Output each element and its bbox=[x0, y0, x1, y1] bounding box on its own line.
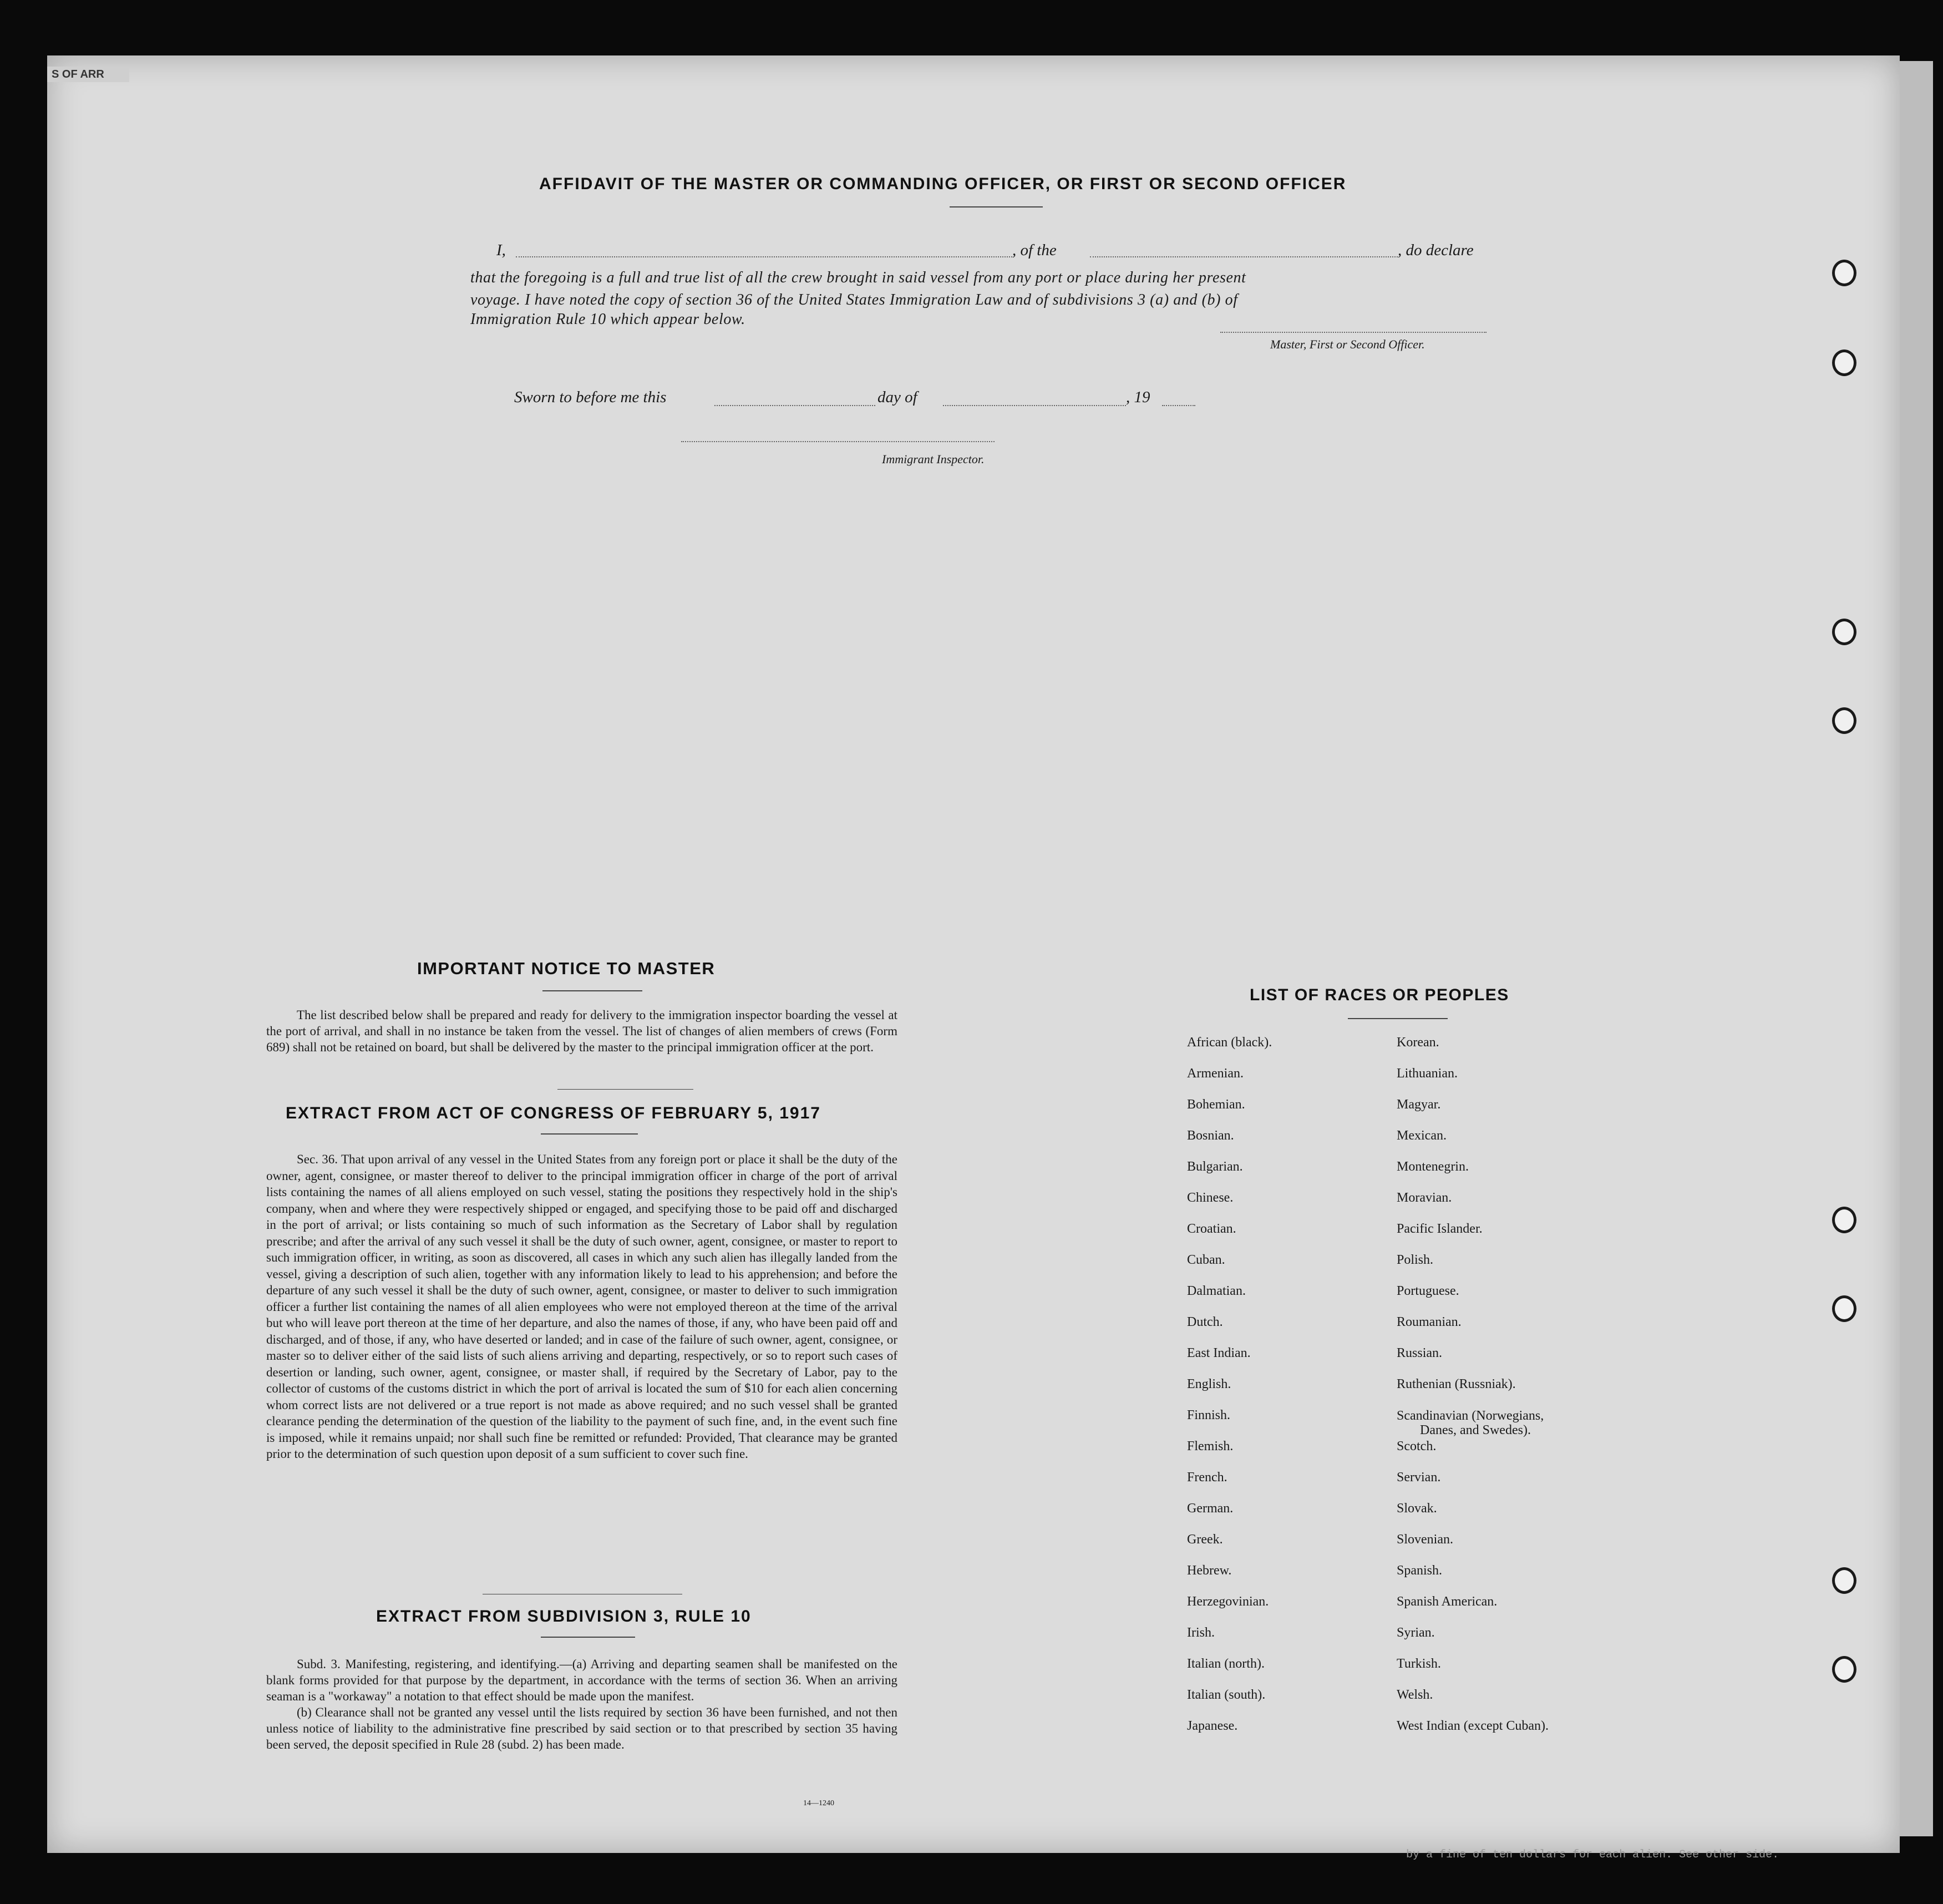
act-rule bbox=[541, 1133, 638, 1135]
race-item: Roumanian. bbox=[1397, 1315, 1462, 1329]
day-of-text: day of bbox=[877, 388, 917, 406]
rule-text bbox=[266, 1656, 897, 1753]
affidavit-i: I, bbox=[496, 241, 506, 259]
race-item: Dalmatian. bbox=[1187, 1284, 1246, 1298]
race-item: Montenegrin. bbox=[1397, 1159, 1469, 1174]
day-blank[interactable] bbox=[714, 405, 875, 406]
index-tab: S OF ARR bbox=[47, 67, 129, 82]
race-item: African (black). bbox=[1187, 1035, 1272, 1050]
notice-paragraph: The list described below shall be prepared and ready for delivery to the immigration inspector boarding the vessel at the port of arrival, and shall in no instance be taken from the vessel. The list of changes of alien members of crews (Form 689) shall not be retained on board, but shall be delivered by the master to the principal immigration officer at the port. bbox=[266, 1008, 897, 1054]
punch-hole bbox=[1832, 619, 1856, 645]
races-right-column bbox=[1397, 1035, 1549, 1750]
race-item-group bbox=[1397, 1408, 1549, 1439]
race-item: Irish. bbox=[1187, 1626, 1215, 1640]
year-blank[interactable] bbox=[1162, 405, 1195, 406]
notice-rule bbox=[542, 990, 642, 991]
race-item: Pacific Islander. bbox=[1397, 1222, 1483, 1236]
month-blank[interactable] bbox=[943, 405, 1126, 406]
race-item: Portuguese. bbox=[1397, 1284, 1459, 1298]
inspector-label: Immigrant Inspector. bbox=[882, 452, 985, 466]
race-item: Dutch. bbox=[1187, 1315, 1223, 1329]
race-item: Turkish. bbox=[1397, 1657, 1441, 1671]
race-item: Italian (north). bbox=[1187, 1657, 1265, 1671]
rule-rule bbox=[541, 1637, 635, 1638]
inspector-signature-blank[interactable] bbox=[681, 441, 995, 442]
affidavit-title: AFFIDAVIT OF THE MASTER OR COMMANDING OFFICER, OR FIRST OR SECOND OFFICER bbox=[539, 175, 1347, 193]
race-item: Hebrew. bbox=[1187, 1563, 1232, 1578]
title-rule bbox=[950, 206, 1043, 207]
notice-end-rule bbox=[557, 1089, 693, 1090]
punch-hole bbox=[1832, 707, 1856, 734]
rule-title: EXTRACT FROM SUBDIVISION 3, RULE 10 bbox=[376, 1607, 752, 1626]
act-title: EXTRACT FROM ACT OF CONGRESS OF FEBRUARY 5, 1917 bbox=[286, 1104, 821, 1122]
race-item: Armenian. bbox=[1187, 1066, 1244, 1081]
form-number: 14—1240 bbox=[803, 1799, 834, 1807]
notice-text bbox=[266, 1007, 897, 1055]
race-item: Scotch. bbox=[1397, 1439, 1437, 1454]
document-page bbox=[47, 55, 1900, 1853]
punch-hole bbox=[1832, 1656, 1856, 1683]
race-item: Croatian. bbox=[1187, 1222, 1236, 1236]
rule-paragraph-a: Subd. 3. Manifesting, registering, and identifying.—(a) Arriving and departing seamen shall be manifested on the blank forms provided for that purpose by the department, in accordance with the terms of section 36. When an arriving seaman is a "workaway" a notation to that effect should be made upon the manifest. bbox=[266, 1657, 897, 1703]
signature-blank[interactable] bbox=[1220, 332, 1487, 333]
race-item: Moravian. bbox=[1397, 1191, 1452, 1205]
race-item: Servian. bbox=[1397, 1470, 1441, 1485]
act-paragraph: Sec. 36. That upon arrival of any vessel in the United States from any foreign port or place it shall be the duty of the owner, agent, consignee, or master thereof to deliver to the principal immigration officer in charge of the port of arrival lists containing the names of all aliens employed on such vessel, stating the positions they respectively hold in the ship's company, when and where they were respectively shipped or engaged, and specifying those to be paid off and discharged in the port of arrival; or lists containing so much of such information as the Secretary of Labor shall by regulation prescribe; and after the arrival of any such vessel it shall be the duty of such owner, agent, consignee, or master to report to such immigration officer, in writing, as soon as discovered, all cases in which any such alien has illegally landed from the vessel, giving a description of such alien, together with any information likely to lead to his apprehension; and before the departure of any such vessel it shall be the duty of such owner, agent, consignee, or master to deliver to such immigration officer a further list containing the names of all alien employees who were not employed thereon at the time of the arrival but who will leave port thereon at the time of her departure, and also the names of those, if any, who have been paid off and discharged, and of those, if any, who have deserted or landed; and in case of the failure of such owner, agent, consignee, or master so to deliver either of the said lists of such aliens arriving and departing, respectively, or so to report such cases of desertion or landing, such owner, agent, consignee, or master shall, if required by the Secretary of Labor, pay to the collector of customs of the customs district in which the port of arrival is located the sum of $10 for each alien concerning whom correct lists are not delivered or a true report is not made as above required; and no such vessel shall be granted clearance pending the determination of the question of the liability to the payment of such fine, and, in the event such fine is imposed, while it remains unpaid; nor shall such fine be remitted or refunded: Provided, That clearance may be granted prior to the determination of such question upon deposit of a sum sufficient to cover such fine. bbox=[266, 1152, 897, 1461]
race-item: Welsh. bbox=[1397, 1688, 1433, 1702]
race-item: West Indian (except Cuban). bbox=[1397, 1719, 1549, 1733]
race-item: Slovenian. bbox=[1397, 1532, 1453, 1547]
sworn-text: Sworn to before me this bbox=[514, 388, 667, 406]
punch-hole bbox=[1832, 1567, 1856, 1594]
race-item-continuation: Danes, and Swedes). bbox=[1420, 1423, 1531, 1437]
name-blank[interactable] bbox=[516, 256, 1012, 257]
race-item: Flemish. bbox=[1187, 1439, 1234, 1454]
race-item: Russian. bbox=[1397, 1346, 1443, 1360]
race-item: Syrian. bbox=[1397, 1626, 1435, 1640]
affidavit-line3: voyage. I have noted the copy of section 36 of the United States Immigration Law and of subdivisions 3 (a) and (b) of bbox=[470, 291, 1238, 308]
affidavit-declare: , do declare bbox=[1398, 241, 1474, 259]
race-item: Bulgarian. bbox=[1187, 1159, 1243, 1174]
race-item: Spanish American. bbox=[1397, 1594, 1498, 1609]
race-item: Mexican. bbox=[1397, 1128, 1447, 1143]
punch-hole bbox=[1832, 1207, 1856, 1233]
act-text bbox=[266, 1151, 897, 1462]
affidavit-of-the: , of the bbox=[1012, 241, 1057, 259]
bleed-through-text: by a fine of ten dollars for each alien. See other side. bbox=[1406, 1849, 1779, 1861]
race-item: Spanish. bbox=[1397, 1563, 1443, 1578]
race-item: Bohemian. bbox=[1187, 1097, 1245, 1112]
race-item: Korean. bbox=[1397, 1035, 1439, 1050]
rule-paragraph-b: (b) Clearance shall not be granted any vessel until the lists required by section 36 have been furnished, and not then unless notice of liability to the administrative fine prescribed by said section or to that prescribed by section 35 having been served, the deposit specified in Rule 28 (subd. 2) has been made. bbox=[266, 1705, 897, 1751]
race-item: Bosnian. bbox=[1187, 1128, 1234, 1143]
races-left-column bbox=[1187, 1035, 1272, 1750]
race-item: Lithuanian. bbox=[1397, 1066, 1458, 1081]
race-item: Finnish. bbox=[1187, 1408, 1231, 1422]
notice-title: IMPORTANT NOTICE TO MASTER bbox=[417, 959, 716, 978]
punch-hole bbox=[1832, 1295, 1856, 1322]
race-item: East Indian. bbox=[1187, 1346, 1251, 1360]
affidavit-line4: Immigration Rule 10 which appear below. bbox=[470, 311, 745, 328]
vessel-blank[interactable] bbox=[1090, 256, 1398, 257]
race-item: Polish. bbox=[1397, 1253, 1434, 1267]
race-item: Ruthenian (Russniak). bbox=[1397, 1377, 1516, 1391]
race-item: Italian (south). bbox=[1187, 1688, 1266, 1702]
signature-label: Master, First or Second Officer. bbox=[1270, 337, 1425, 351]
races-rule bbox=[1348, 1018, 1448, 1019]
race-item: English. bbox=[1187, 1377, 1231, 1391]
races-title: LIST OF RACES OR PEOPLES bbox=[1250, 986, 1509, 1004]
race-item: Chinese. bbox=[1187, 1191, 1234, 1205]
race-item: Greek. bbox=[1187, 1532, 1223, 1547]
race-item: Scandinavian (Norwegians, bbox=[1397, 1409, 1544, 1423]
race-item: German. bbox=[1187, 1501, 1234, 1516]
race-item: Slovak. bbox=[1397, 1501, 1437, 1516]
race-item: Japanese. bbox=[1187, 1719, 1238, 1733]
year-text: , 19 bbox=[1126, 388, 1150, 406]
race-item: Magyar. bbox=[1397, 1097, 1441, 1112]
race-item: Herzegovinian. bbox=[1187, 1594, 1269, 1609]
race-item: Cuban. bbox=[1187, 1253, 1225, 1267]
punch-hole bbox=[1832, 350, 1856, 376]
punch-hole bbox=[1832, 260, 1856, 286]
race-item: French. bbox=[1187, 1470, 1227, 1485]
affidavit-line2: that the foregoing is a full and true list of all the crew brought in said vessel from any port or place during her present bbox=[470, 269, 1246, 286]
